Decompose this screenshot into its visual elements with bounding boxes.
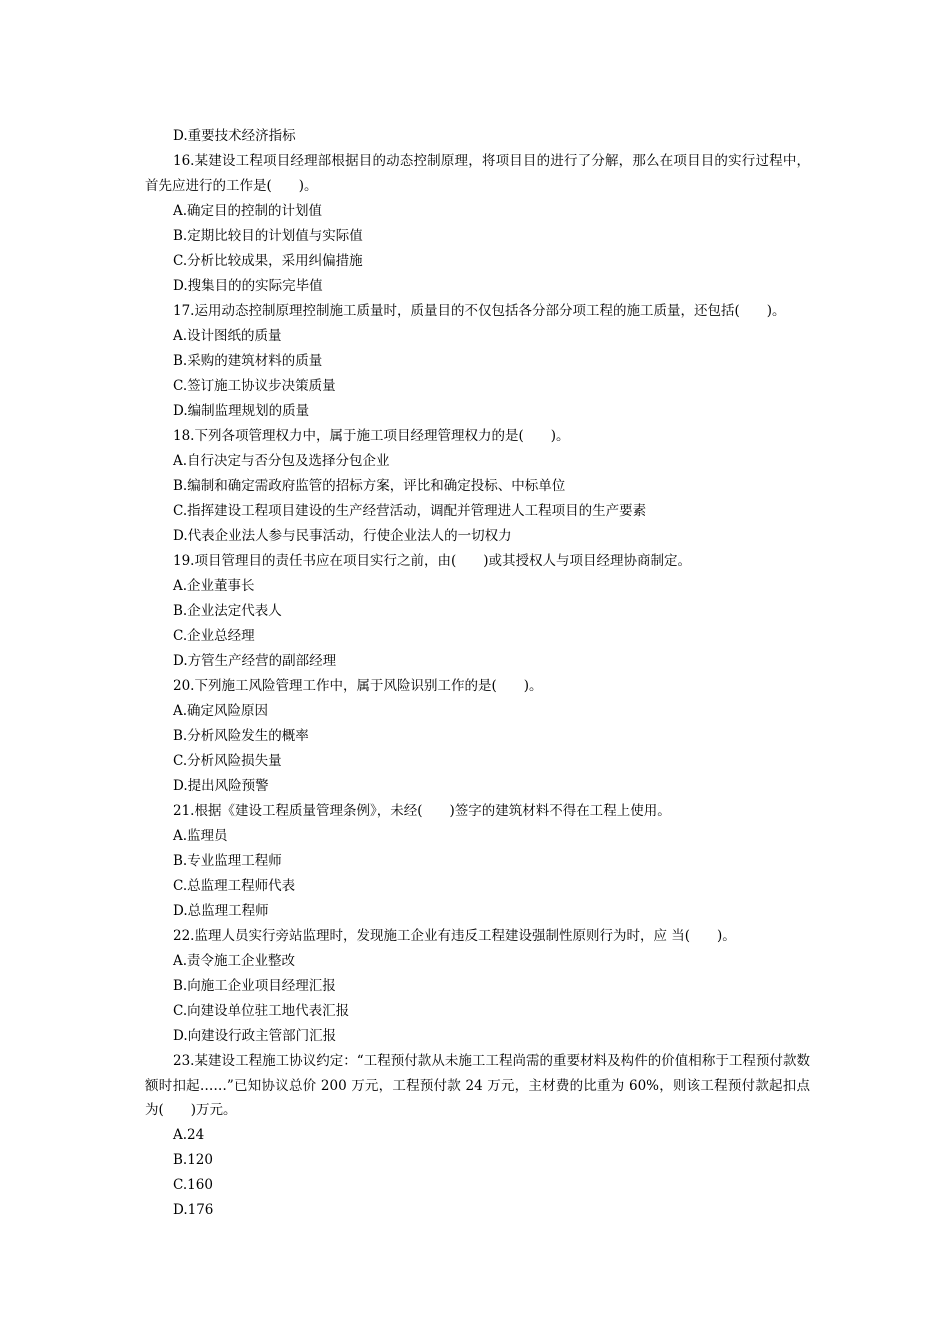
question-17: 17.运用动态控制原理控制施工质量时，质量目的不仅包括各分部分项工程的施工质量，还包括( )。 (173, 303, 786, 319)
option-line: C.分析风险损失量 (173, 753, 282, 769)
option-line: A.24 (173, 1126, 205, 1143)
question-20: 20.下列施工风险管理工作中，属于风险识别工作的是( )。 (173, 678, 543, 694)
question-18: 18.下列各项管理权力中，属于施工项目经理管理权力的是( )。 (173, 428, 570, 444)
option-line: A.确定风险原因 (173, 703, 269, 719)
option-line: C.指挥建设工程项目建设的生产经营活动，调配并管理进人工程项目的生产要素 (173, 503, 647, 519)
option-line: D.编制监理规划的质量 (173, 403, 310, 419)
question-16: 16.某建设工程项目经理部根据目的动态控制原理，将项目目的进行了分解，那么在项目目的实行过程中，首先应进行的工作是( )。 (145, 153, 810, 194)
option-line: A.企业董事长 (173, 578, 255, 594)
option-line: B.定期比较目的计划值与实际值 (173, 228, 363, 244)
option-line: B.分析风险发生的概率 (173, 728, 309, 744)
option-line: A.自行决定与否分包及选择分包企业 (173, 453, 390, 469)
option-line: B.采购的建筑材料的质量 (173, 353, 323, 369)
option-line: B.编制和确定需政府监管的招标方案，评比和确定投标、中标单位 (173, 478, 566, 494)
question-23: 23.某建设工程施工协议约定：“工程预付款从未施工工程尚需的重要材料及构件的价值相称于工程预付款数额时扣起……”已知协议总价 200 万元，工程预付款 24 万元，主材费的比重为 60%，则该工程预付款起扣点为( )万元。 (145, 1053, 810, 1118)
option-line: B.120 (173, 1151, 213, 1168)
option-line: A.责令施工企业整改 (173, 953, 296, 969)
option-line: B.企业法定代表人 (173, 603, 282, 619)
option-line: C.签订施工协议步决策质量 (173, 378, 336, 394)
option-line: C.分析比较成果，采用纠偏措施 (173, 253, 363, 269)
option-line: D.提出风险预警 (173, 778, 269, 794)
question-21: 21.根据《建设工程质量管理条例》，未经( )签字的建筑材料不得在工程上使用。 (173, 803, 671, 819)
option-line: D.代表企业法人参与民事活动，行使企业法人的一切权力 (173, 528, 512, 544)
option-line: A.监理员 (173, 828, 228, 844)
option-line: D.搜集目的的实际完毕值 (173, 278, 323, 294)
option-line: C.向建设单位驻工地代表汇报 (173, 1003, 350, 1019)
option-line: D.重要技术经济指标 (173, 128, 296, 144)
document-body (145, 124, 810, 1223)
option-line: A.设计图纸的质量 (173, 328, 282, 344)
question-19: 19.项目管理目的责任书应在项目实行之前，由( )或其授权人与项目经理协商制定。 (173, 553, 692, 569)
option-line: D.方管生产经营的副部经理 (173, 653, 337, 669)
option-line: B.专业监理工程师 (173, 853, 282, 869)
option-line: C.总监理工程师代表 (173, 878, 296, 894)
option-line: A.确定目的控制的计划值 (173, 203, 323, 219)
option-line: D.176 (173, 1201, 214, 1218)
option-line: C.企业总经理 (173, 628, 255, 644)
question-22: 22.监理人员实行旁站监理时，发现施工企业有违反工程建设强制性原则行为时，应 当( )。 (173, 928, 736, 944)
option-line: D.总监理工程师 (173, 903, 269, 919)
option-line: C.160 (173, 1176, 213, 1193)
option-line: D.向建设行政主管部门汇报 (173, 1028, 337, 1044)
option-line: B.向施工企业项目经理汇报 (173, 978, 336, 994)
